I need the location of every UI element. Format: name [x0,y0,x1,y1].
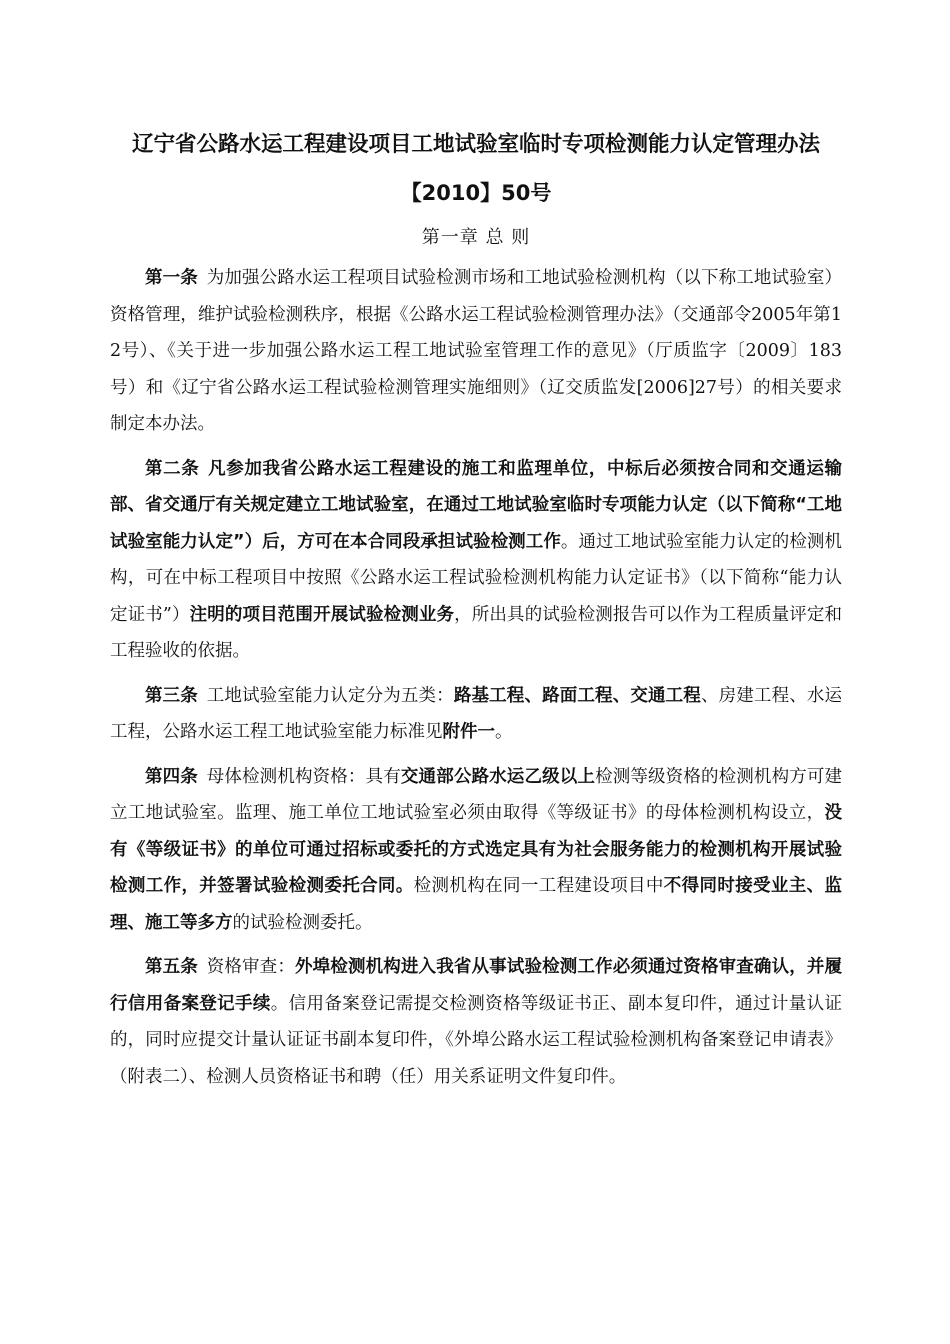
article-emphasis-text: 路基工程、路面工程、交通工程 [453,685,701,706]
article-number: 第一条 [145,268,198,288]
chapter-heading: 第一章 总 则 [421,227,531,248]
article-text: 、房建工程、水运工程，公路水运工程工地试验室能力标准见 [110,685,843,742]
article-number: 第三条 [145,685,198,706]
article-text: 的试验检测委托。 [232,912,373,933]
article-text: 。通过工地试验室能力认定的检测机构，可在中标工程项目中按照《公路水运工程试验检测机构能力认定证书》（以下简称“能力认定证书”） [110,531,843,625]
article-paragraph [110,949,842,1095]
article-text: 工地试验室能力认定分为五类： [206,685,454,706]
article-text: 检测等级资格的检测机构方可建立工地试验室。监理、施工单位工地试验室必须由取得《等级证书》的母体检测机构设立， [110,766,843,823]
article-text: 为加强公路水运工程项目试验检测市场和工地试验检测机构（以下称工地试验室）资格管理，维护试验检测秩序，根据《公路水运工程试验检测管理办法》（交通部令2005年第12号）、《关于进一步加强公路水运工程工地试验室管理工作的意见》（厅质监字〔2009〕183号）和《辽宁省公路水运工程试验检测管理实施细则》（辽交质监发[2006]27号）的相关要求制定本办法。 [110,268,843,434]
document-number: 【2010】50号 [400,181,552,205]
article-emphasis-text: 交通部公路水运乙级以上 [400,766,596,787]
article-emphasis-text: 注明的项目范围开展试验检测业务 [189,604,455,625]
article-emphasis-text: 没有《等级证书》的单位可通过招标或委托的方式选定具有为社会服务能力的检测机构开展试验检测工作，并签署试验检测委托合同。 [110,803,842,896]
article-emphasis-text: 凡参加我省公路水运工程建设的施工和监理单位，中标后必须按合同和交通运输部、省交通厅有关规定建立工地试验室，在通过工地试验室临时专项能力认定（以下简称“工地试验室能力认定”）后，方可在本合同段承担试验检测工作 [110,458,843,552]
article-text: 。信用备案登记需提交检测资格等级证书正、副本复印件，通过计量认证的，同时应提交计量认证证书副本复印件，《外埠公路水运工程试验检测机构备案登记申请表》（附表二）、检测人员资格证书和聘（任）用关系证明文件复印件。 [110,993,843,1087]
article-number: 第二条 [145,458,200,479]
document-title: 辽宁省公路水运工程建设项目工地试验室临时专项检测能力认定管理办法 [131,132,820,157]
article-paragraph [110,678,842,751]
article-text: 检测机构在同一工程建设项目中 [413,876,664,896]
article-text: 母体检测机构资格：具有 [206,766,401,787]
article-paragraph [110,451,842,670]
article-number: 第五条 [145,957,198,977]
article-text: ，所出具的试验检测报告可以作为工程质量评定和工程验收的依据。 [110,604,842,661]
article-emphasis-text: 附件一 [442,722,495,742]
article-emphasis-text: 不得同时接受业主、监理、施工等多方 [110,876,843,933]
article-text: 。 [495,722,513,742]
article-text: 资格审查： [206,957,295,977]
document-page [110,120,842,1103]
article-list [110,260,842,1095]
article-paragraph [110,260,842,443]
article-emphasis-text: 外埠检测机构进入我省从事试验检测工作必须通过资格审查确认，并履行信用备案登记手续 [110,957,843,1014]
article-number: 第四条 [145,766,198,787]
article-paragraph [110,759,842,942]
